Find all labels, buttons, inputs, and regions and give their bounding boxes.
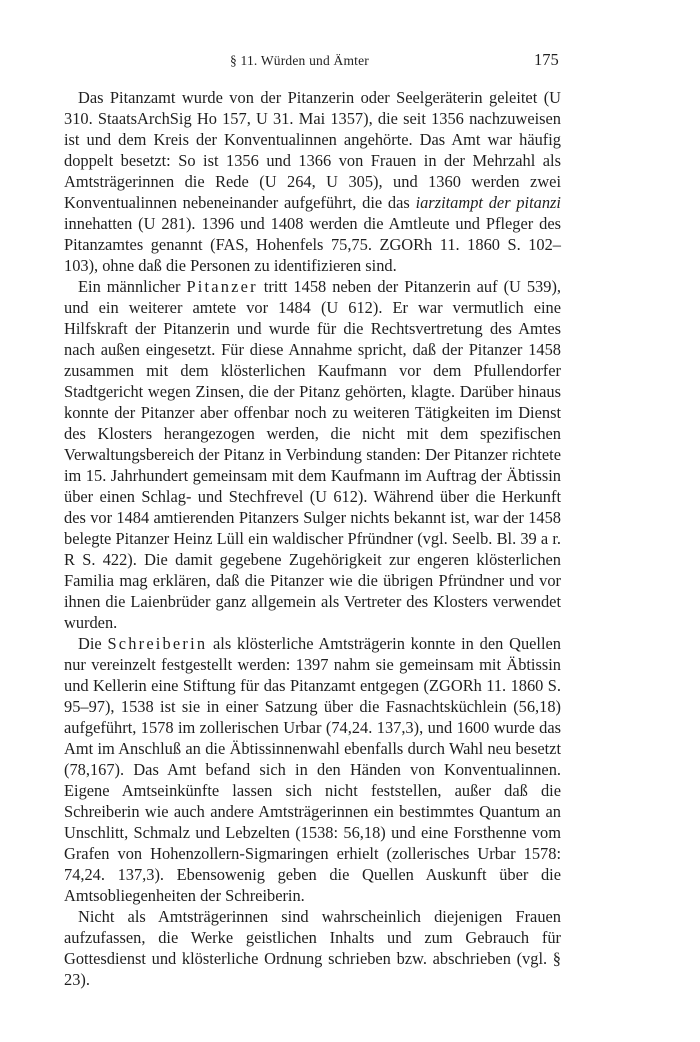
text-run: Nicht als Amtsträgerinnen sind wahrscheinlich diejenigen Frauen aufzufassen, die Werke geistlichen Inhalts und zum Gebrauch für Gottesdienst und klösterliche Ordnung schrieben bzw. abschrieben (vgl. § 23). xyxy=(64,907,561,989)
running-head xyxy=(0,50,700,72)
text-run: tritt 1458 neben der Pitanzerin auf (U 539), und ein weiterer amtete vor 1484 (U 612). Er war vermutlich eine Hilfskraft der Pitanzerin und wurde für die Rechtsvertretung des Amtes nach außen eingesetzt. Für diese Annahme spricht, daß der Pitanzer 1458 zusammen mit dem klösterlichen Kaufmann vor dem Pfullendorfer Stadtgericht wegen Zinsen, die der Pitanz gehörten, klagte. Darüber hinaus konnte der Pitanzer aber offenbar noch zu weiteren Tätigkeiten im Dienst des Klosters herangezogen werden, die nicht mit dem spezifischen Verwaltungsbereich der Pitanz in Verbindung standen: Der Pitanzer richtete im 15. Jahrhundert gemeinsam mit dem Kaufmann im Auftrag der Äbtissin über einen Schlag- und Stechfrevel (U 612). Während über die Herkunft des vor 1484 amtierenden Pitanzers Sulger nichts bekannt ist, war der 1458 belegte Pitanzer Heinz Lüll ein waldischer Pfründner (vgl. Seelb. Bl. 39 a r. R S. 422). Die damit gegebene Zugehörigkeit zur engeren klösterlichen Familia mag erklären, daß die Pitanzer wie die übrigen Pfründner und vor ihnen die Laienbrüder ganz allgemein als Vertreter des Klosters verwendet wurden. xyxy=(64,277,561,632)
text-run: Ein männlicher xyxy=(78,277,187,296)
spaced-term: Pitanzer xyxy=(186,277,258,296)
text-run: innehatten (U 281). 1396 und 1408 werden die Amtleute und Pfleger des Pitanzamtes genannt (FAS, Hohenfels 75,75. ZGORh 11. 1860 S. 102–103), ohne daß die Personen zu identifizieren sind. xyxy=(64,214,561,275)
text-run: als klösterliche Amtsträgerin konnte in den Quellen nur vereinzelt festgestellt werden: 1397 nahm sie gemeinsam mit Äbtissin und Kellerin eine Stiftung für das Pitanzamt entgegen (ZGORh 11. 1860 S. 95–97), 1538 ist sie in einer Satzung über die Fasnachtsküchlein (56,18) aufgeführt, 1578 im zollerischen Urbar (74,24. 137,3), und 1600 wurde das Amt im Anschluß an die Äbtissinnenwahl ebenfalls durch Wahl neu besetzt (78,167). Das Amt befand sich in den Händen von Konventualinnen. Eigene Amtseinkünfte lassen sich nicht feststellen, außer daß die Schreiberin wie auch andere Amtsträgerinnen ein bestimmtes Quantum an Unschlitt, Schmalz und Lebzelten (1538: 56,18) und eine Forsthenne vom Grafen von Hohenzollern-Sigmaringen erhielt (zollerisches Urbar 1578: 74,24. 137,3). Ebensowenig geben die Quellen Auskunft über die Amtsobliegenheiten der Schreiberin. xyxy=(64,634,561,905)
paragraph-pitanzerin xyxy=(64,87,561,276)
page-number: 175 xyxy=(534,50,559,69)
italic-term: iarzitampt der pitanzi xyxy=(415,193,561,212)
paragraph-schreiberin xyxy=(64,633,561,906)
paragraph-schreiberinnen-werke xyxy=(64,906,561,990)
section-title: § 11. Würden und Ämter xyxy=(230,53,369,68)
spaced-term: Schreiberin xyxy=(107,634,208,653)
text-run: Die xyxy=(78,634,108,653)
text-run: Das Pitanzamt wurde von der Pitanzerin oder Seelgeräterin geleitet (U 310. StaatsArchSig Ho 157, U 31. Mai 1357), die seit 1356 nachzuweisen ist und dem Kreis der Konventualinnen angehörte. Das Amt war häufig doppelt besetzt: So ist 1356 und 1366 von Frauen in der Mehrzahl als Amtsträgerinnen die Rede (U 264, U 305), und 1360 werden zwei Konventualinnen nebeneinander aufgeführt, die das xyxy=(64,88,561,212)
paragraph-pitanzer xyxy=(64,276,561,633)
body-text xyxy=(64,87,561,990)
